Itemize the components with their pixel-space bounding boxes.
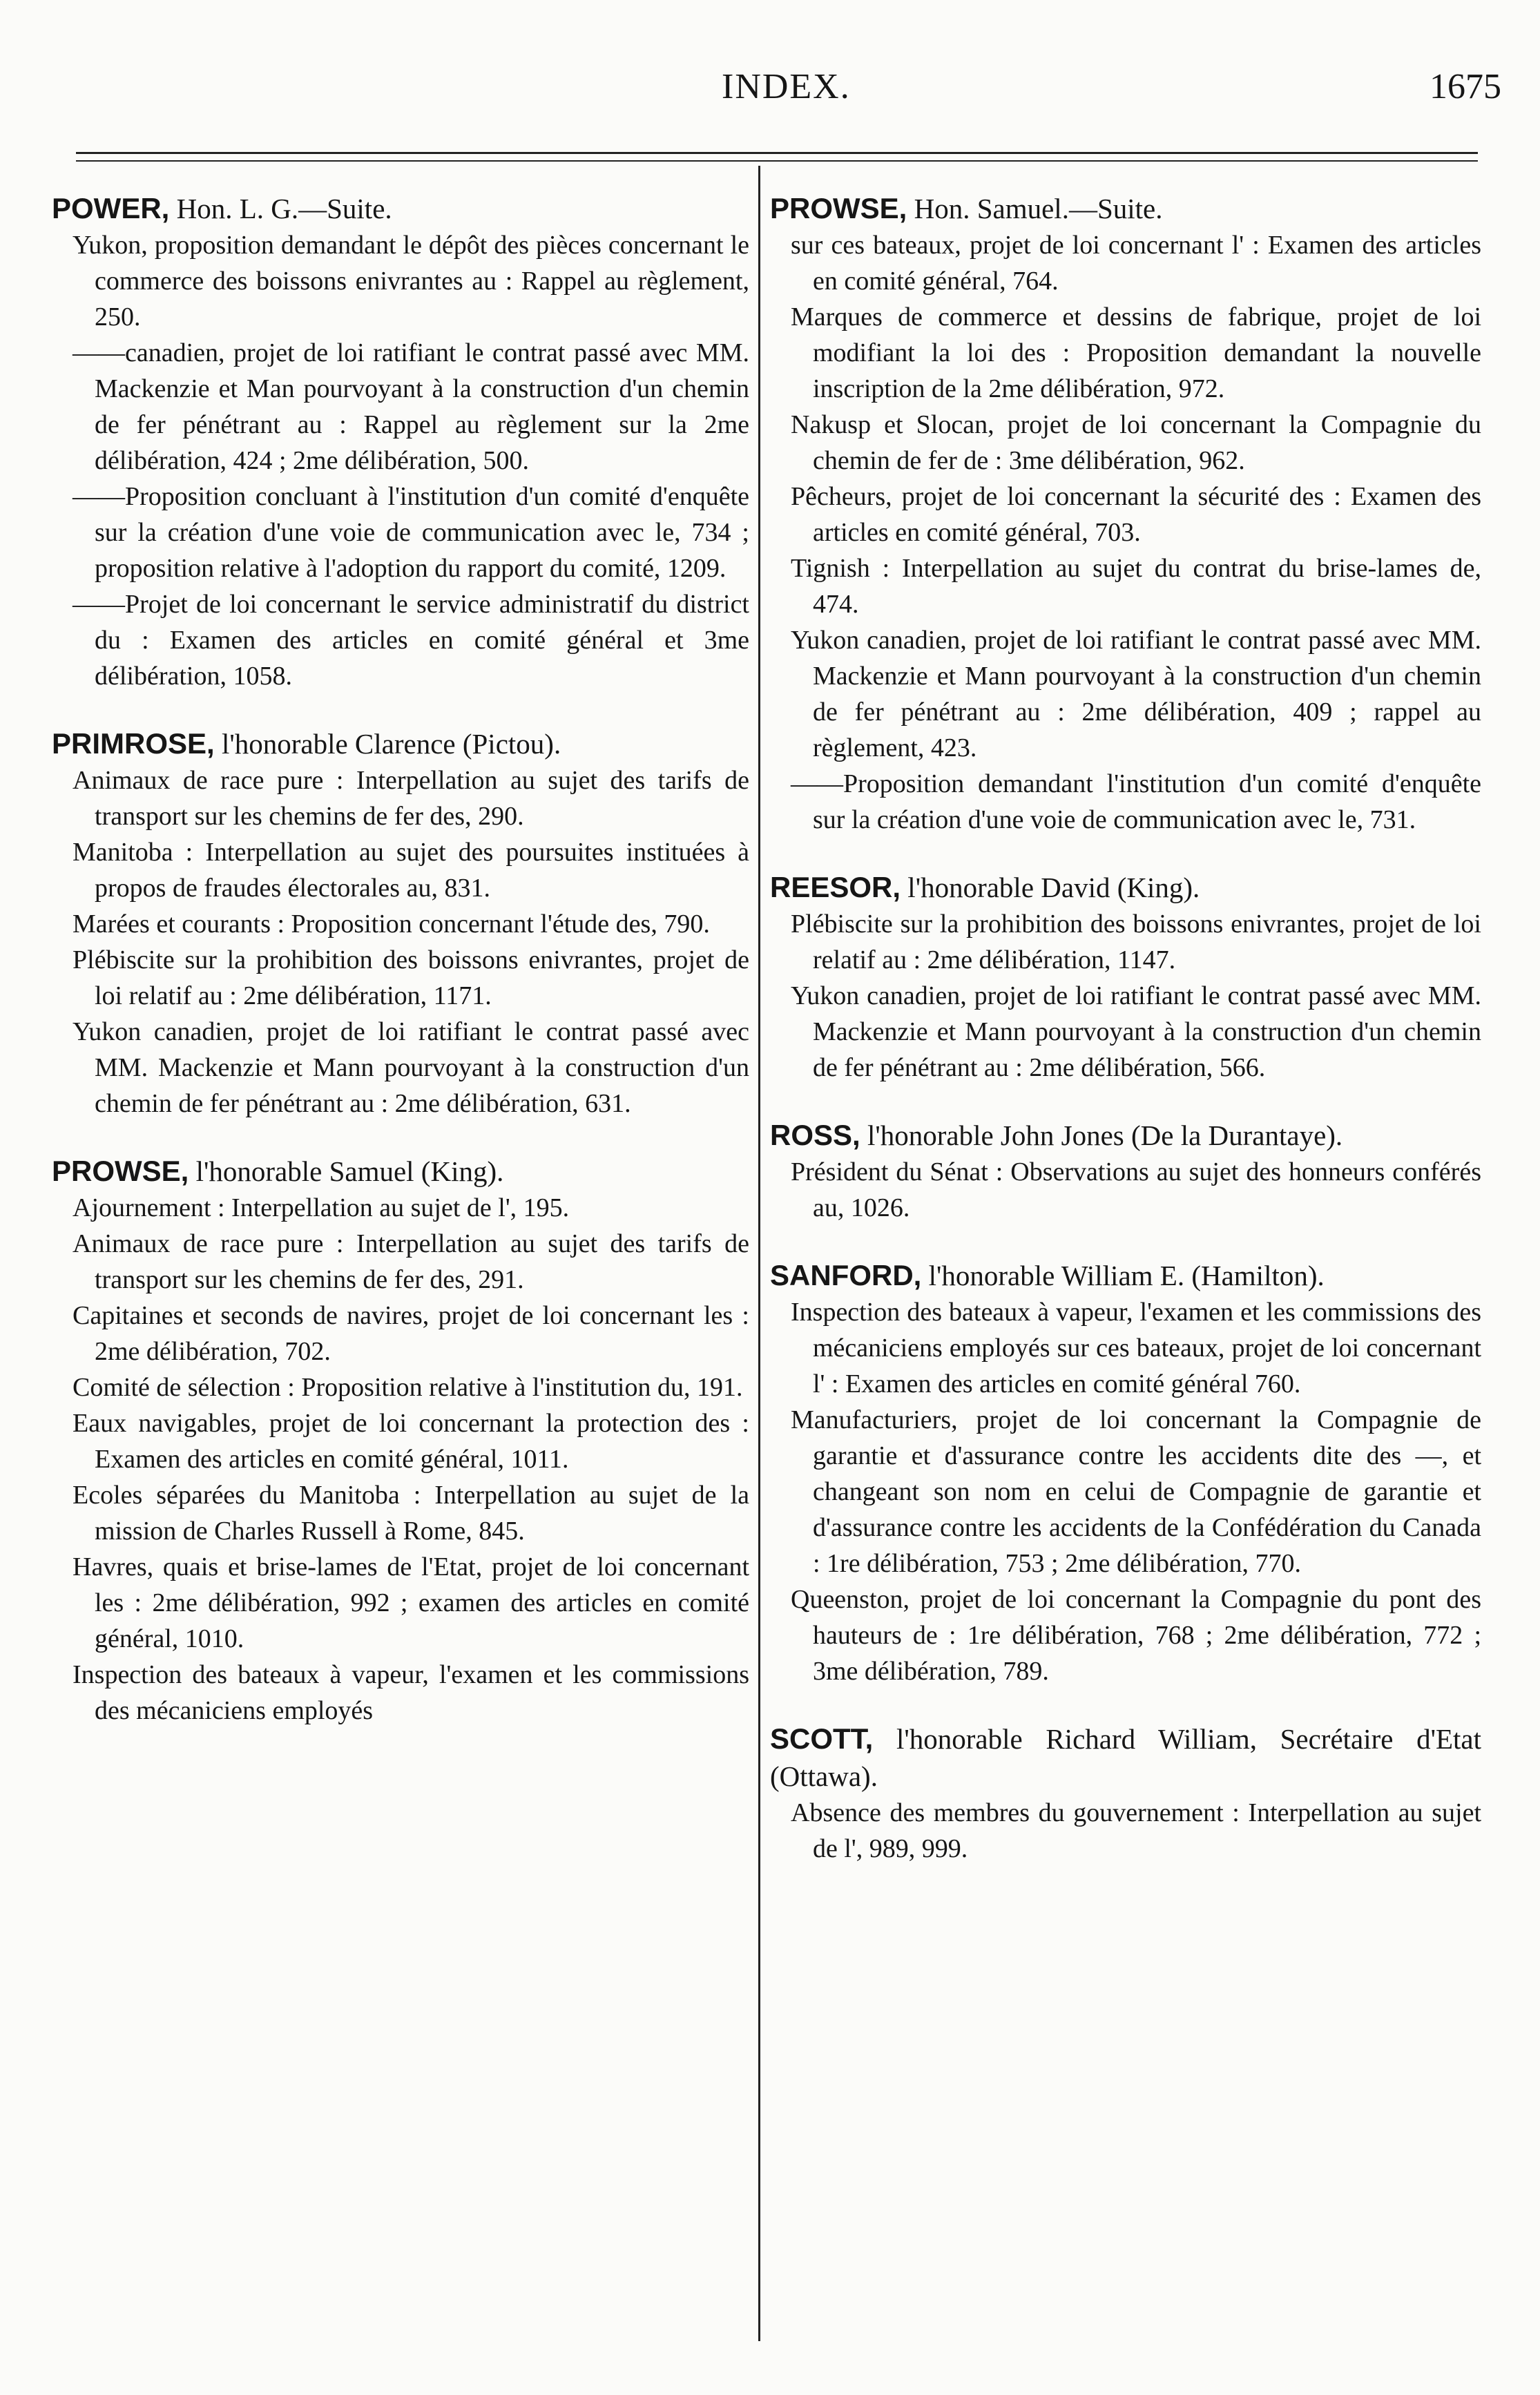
entry-item: Capitaines et seconds de navires, projet de loi concernant les : 2me délibération, 702.	[73, 1301, 749, 1366]
entry-item: Tignish : Interpellation au sujet du contrat du brise-lames de, 474.	[791, 554, 1481, 619]
entry-item: Ecoles séparées du Manitoba : Interpellation au sujet de la mission de Charles Russell à Rome, 845.	[73, 1481, 749, 1546]
entry-name: PROWSE,	[770, 192, 907, 224]
entry-item: sur ces bateaux, projet de loi concernant l' : Examen des articles en comité général, 764.	[791, 231, 1481, 296]
entry-item: Plébiscite sur la prohibition des boissons enivrantes, projet de loi relatif au : 2me délibération, 1171.	[73, 945, 749, 1010]
index-entry	[52, 190, 749, 694]
entry-title: l'honorable John Jones (De la Durantaye).	[867, 1119, 1343, 1151]
entry-item: Inspection des bateaux à vapeur, l'examen et les commissions des mécaniciens employés	[73, 1660, 749, 1725]
index-entry	[770, 1117, 1481, 1226]
column-divider	[758, 166, 760, 2341]
index-entry	[52, 725, 749, 1122]
entry-title: Hon. Samuel.—Suite.	[914, 193, 1163, 224]
entry-title: l'honorable Samuel (King).	[195, 1155, 504, 1187]
entry-name: ROSS,	[770, 1119, 860, 1151]
entry-item: Comité de sélection : Proposition relative à l'institution du, 191.	[73, 1373, 743, 1402]
entry-item: Manufacturiers, projet de loi concernant la Compagnie de garantie et d'assurance contre les accidents dite des —, et changeant son nom en celui de Compagnie de garantie et d'assurance contre les accidents de la Confédération du Canada : 1re délibération, 753 ; 2me délibération, 770.	[791, 1405, 1481, 1578]
entry-item: Yukon canadien, projet de loi ratifiant le contrat passé avec MM. Mackenzie et Mann pourvoyant à la construction d'un chemin de fer pénétrant au : 2me délibération, 566.	[791, 981, 1481, 1082]
entry-heading	[770, 1117, 1481, 1154]
entry-heading	[52, 190, 749, 227]
entry-name: PRIMROSE,	[52, 727, 215, 760]
entry-name: SANFORD,	[770, 1259, 922, 1291]
entry-item: Yukon canadien, projet de loi ratifiant le contrat passé avec MM. Mackenzie et Mann pourvoyant à la construction d'un chemin de fer pénétrant au : 2me délibération, 631.	[73, 1017, 749, 1118]
index-entry	[52, 1153, 749, 1729]
entry-heading	[770, 190, 1481, 227]
entry-heading	[52, 1153, 749, 1190]
entry-item: Président du Sénat : Observations au sujet des honneurs conférés au, 1026.	[791, 1157, 1481, 1222]
entry-item: Inspection des bateaux à vapeur, l'examen et les commissions des mécaniciens employés sur ces bateaux, projet de loi concernant l' : Examen des articles en comité général 760.	[791, 1298, 1481, 1398]
entry-item: Animaux de race pure : Interpellation au sujet des tarifs de transport sur les chemins de fer des, 290.	[73, 766, 749, 831]
entry-item: Havres, quais et brise-lames de l'Etat, projet de loi concernant les : 2me délibération, 992 ; examen des articles en comité général, 1010.	[73, 1552, 749, 1653]
entry-item: Absence des membres du gouvernement : Interpellation au sujet de l', 989, 999.	[791, 1798, 1481, 1863]
header-rule-bottom	[76, 160, 1478, 162]
entry-item: ——canadien, projet de loi ratifiant le contrat passé avec MM. Mackenzie et Man pourvoyant à la construction d'un chemin de fer pénétrant au : Rappel au règlement sur la 2me délibération, 424 ; 2me délibération, 500.	[73, 338, 749, 475]
header-rule-top	[76, 152, 1478, 154]
entry-item: Nakusp et Slocan, projet de loi concernant la Compagnie du chemin de fer de : 3me délibération, 962.	[791, 410, 1481, 475]
entry-item: Yukon canadien, projet de loi ratifiant le contrat passé avec MM. Mackenzie et Mann pourvoyant à la construction d'un chemin de fer pénétrant au : 2me délibération, 409 ; rappel au règlement, 423.	[791, 626, 1481, 762]
entry-item: ——Proposition demandant l'institution d'un comité d'enquête sur la création d'une voie de communication avec le, 731.	[791, 769, 1481, 834]
page-title: INDEX.	[722, 67, 851, 106]
entry-title: l'honorable Richard William, Secrétaire d'Etat (Ottawa).	[770, 1723, 1482, 1792]
entry-item: Pêcheurs, projet de loi concernant la sécurité des : Examen des articles en comité général, 703.	[791, 482, 1481, 547]
entry-item: Marées et courants : Proposition concernant l'étude des, 790.	[73, 910, 710, 939]
entry-name: REESOR,	[770, 871, 901, 903]
entry-title: l'honorable William E. (Hamilton).	[928, 1260, 1325, 1291]
entry-item: Ajournement : Interpellation au sujet de l', 195.	[73, 1193, 570, 1222]
entry-heading	[770, 1257, 1481, 1294]
index-entry	[770, 190, 1481, 838]
entry-name: POWER,	[52, 192, 170, 224]
index-entry	[770, 1720, 1481, 1867]
entry-heading	[770, 869, 1481, 906]
entry-heading	[770, 1720, 1481, 1795]
entry-item: ——Projet de loi concernant le service administratif du district du : Examen des articles en comité général et 3me délibération, 1058.	[73, 590, 749, 691]
entry-heading	[52, 725, 749, 762]
entry-item: Yukon, proposition demandant le dépôt des pièces concernant le commerce des boissons enivrantes au : Rappel au règlement, 250.	[73, 231, 749, 331]
entry-item: Manitoba : Interpellation au sujet des poursuites instituées à propos de fraudes électorales au, 831.	[73, 838, 749, 903]
entry-item: Queenston, projet de loi concernant la Compagnie du pont des hauteurs de : 1re délibération, 768 ; 2me délibération, 772 ; 3me délibération, 789.	[791, 1585, 1481, 1686]
entry-item: Plébiscite sur la prohibition des boissons enivrantes, projet de loi relatif au : 2me délibération, 1147.	[791, 910, 1481, 974]
entry-name: PROWSE,	[52, 1155, 189, 1187]
index-entry	[770, 869, 1481, 1086]
page-header	[0, 0, 1540, 131]
entry-item: ——Proposition concluant à l'institution d'un comité d'enquête sur la création d'une voie de communication avec le, 734 ; proposition relative à l'adoption du rapport du comité, 1209.	[73, 482, 749, 583]
entry-title: Hon. L. G.—Suite.	[176, 193, 392, 224]
page-number: 1675	[1430, 67, 1501, 106]
left-column	[52, 190, 749, 1760]
entry-title: l'honorable Clarence (Pictou).	[221, 728, 561, 760]
entry-item: Marques de commerce et dessins de fabrique, projet de loi modifiant la loi des : Proposition demandant la nouvelle inscription de la 2me délibération, 972.	[791, 302, 1481, 403]
entry-item: Eaux navigables, projet de loi concernant la protection des : Examen des articles en comité général, 1011.	[73, 1409, 749, 1474]
right-column	[770, 190, 1481, 1898]
index-entry	[770, 1257, 1481, 1689]
entry-item: Animaux de race pure : Interpellation au sujet des tarifs de transport sur les chemins de fer des, 291.	[73, 1229, 749, 1294]
entry-name: SCOTT,	[770, 1722, 874, 1755]
entry-title: l'honorable David (King).	[907, 872, 1200, 903]
